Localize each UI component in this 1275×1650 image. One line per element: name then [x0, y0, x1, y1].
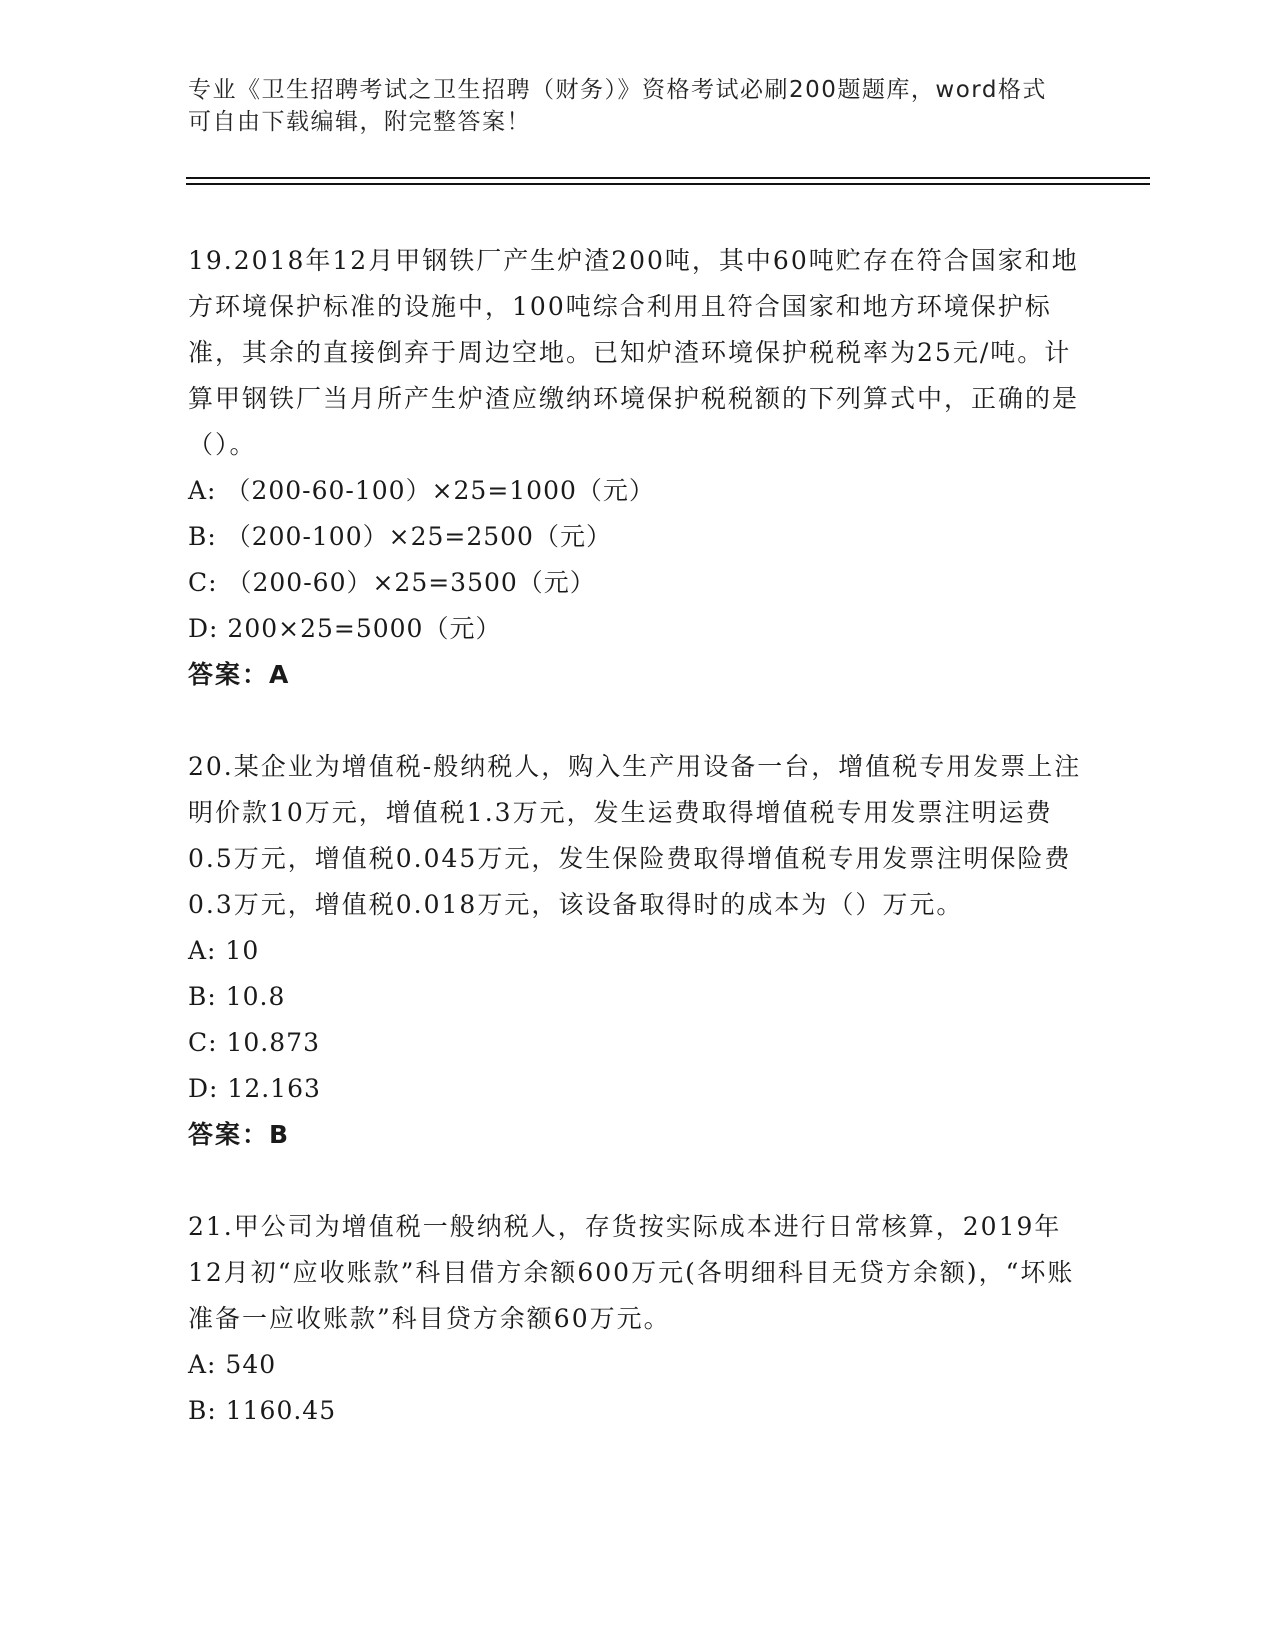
- option-b: B: 1160.45: [188, 1396, 337, 1425]
- answer: 答案：A: [188, 660, 291, 689]
- question-20: [188, 744, 1088, 1158]
- header-divider-top: [186, 177, 1150, 179]
- question-stem: 21.甲公司为增值税一般纳税人，存货按实际成本进行日常核算，2019年12月初“应收账款”科目借方余额600万元(各明细科目无贷方余额)，“坏账准备一应收账款”科目贷方余额60万元。: [188, 1212, 1075, 1333]
- question-stem: 19.2018年12月甲钢铁厂产生炉渣200吨，其中60吨贮存在符合国家和地方环境保护标准的设施中，100吨综合利用且符合国家和地方环境保护标准，其余的直接倒弃于周边空地。已知炉渣环境保护税税率为25元/吨。计算甲钢铁厂当月所产生炉渣应缴纳环境保护税税额的下列算式中，正确的是（）。: [188, 246, 1080, 459]
- answer: 答案：B: [188, 1120, 291, 1149]
- option-a: A: 10: [188, 936, 260, 965]
- option-d: D: 200×25=5000（元）: [188, 614, 502, 643]
- option-c: C: （200-60）×25=3500（元）: [188, 568, 596, 597]
- option-a: A: 540: [188, 1350, 277, 1379]
- question-stem: 20.某企业为增值税-般纳税人，购入生产用设备一台，增值税专用发票上注明价款10万元，增值税1.3万元，发生运费取得增值税专用发票注明运费0.5万元，增值税0.045万元，发生保险费取得增值税专用发票注明保险费0.3万元，增值税0.018万元，该设备取得时的成本为（）万元。: [188, 752, 1082, 919]
- question-21: [188, 1204, 1088, 1434]
- option-d: D: 12.163: [188, 1074, 321, 1103]
- question-list: [188, 238, 1088, 1480]
- option-b: B: 10.8: [188, 982, 286, 1011]
- question-19: [188, 238, 1088, 698]
- header-divider-bottom: [186, 183, 1150, 185]
- option-b: B: （200-100）×25=2500（元）: [188, 522, 612, 551]
- document-header: 专业《卫生招聘考试之卫生招聘（财务）》资格考试必刷200题题库，word格式可自由下载编辑，附完整答案！: [188, 77, 1047, 135]
- option-a: A: （200-60-100）×25=1000（元）: [188, 476, 655, 505]
- option-c: C: 10.873: [188, 1028, 320, 1057]
